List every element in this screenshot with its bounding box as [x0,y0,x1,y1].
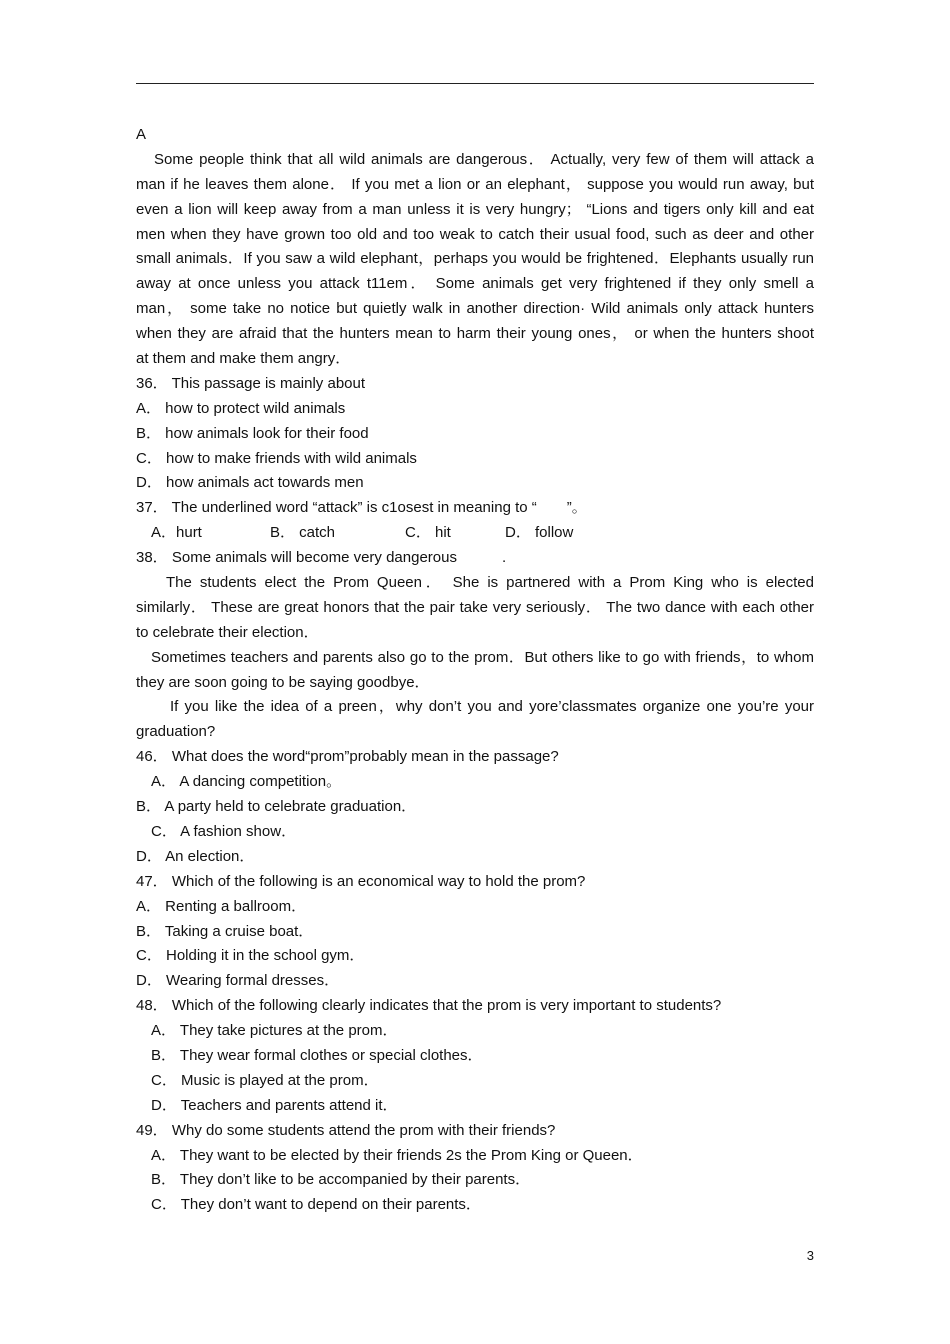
passage-line: at them and make them angry． [136,350,351,368]
question-37-option: C． hit [405,524,451,542]
passage-line: small animals．If you saw a wild elephant，perhaps you would be frightened．Elephants usually run [136,250,814,268]
passage-line: they are soon going to be saying goodbye． [136,673,430,691]
question-37-option: B． catch [270,524,336,542]
question-37-options [136,521,814,546]
question-37-option: D． follow [505,524,574,542]
question-36-stem: 36． This passage is mainly about [136,374,366,392]
question-47-option: B． Taking a cruise boat． [136,922,314,940]
question-47-stem: 47． Which of the following is an economical way to hold the prom? [136,872,586,890]
passage-line: Some people think that all wild animals are dangerous． Actually, very few of them will attack a [154,150,814,168]
header-rule [136,83,814,84]
passage-line: The students elect the Prom Queen． She is partnered with a Prom King who is elected [166,574,814,592]
question-36-option: D． how animals act towards men [136,474,364,492]
passage-line: even a lion will keep away from a man unless it is very hungry； “Lions and tigers only kill and eat [136,200,814,218]
page-number: 3 [806,1248,814,1263]
question-49-option: C． They don’t want to depend on their parents． [151,1196,481,1214]
question-49-option: A． They want to be elected by their friends 2s the Prom King or Queen． [151,1146,643,1164]
passage-line: when they are afraid that the hunters mean to harm their young ones， or when the hunters shoot [136,325,814,343]
question-36-option: B． how animals look for their food [136,424,369,442]
passage-a [136,148,814,372]
passage-line: away at once unless you attack t11em． Some animals get very frightened if they only smell a [136,275,814,293]
passage-line: man if he leaves them alone． If you met a lion or an elephant， suppose you would run away, but [136,175,814,193]
passage-line: men when they have grown too old and too weak to catch their usual food, such as deer and other [136,225,814,243]
question-48-stem: 48． Which of the following clearly indicates that the prom is very important to students? [136,997,722,1015]
question-46-stem: 46． What does the word“prom”probably mean in the passage? [136,748,559,766]
question-48-option: C． Music is played at the prom． [151,1071,379,1089]
section-label: A [136,126,147,143]
question-49-stem: 49． Why do some students attend the prom with their friends? [136,1121,556,1139]
passage-line: similarly． These are great honors that the pair take very seriously． The two dance with each other [136,598,814,616]
question-36-option: A． how to protect wild animals [136,399,346,417]
passage-line: If you like the idea of a preen，why don’t you and yore’classmates organize one you’re your [170,698,814,716]
question-46-option: C． A fashion show． [151,822,297,840]
question-48-option: A． They take pictures at the prom． [151,1022,398,1040]
passage-line: man， some take no notice but quietly walk in another direction· Wild animals only attack hunters [136,300,814,318]
question-36-option: C． how to make friends with wild animals [136,449,417,467]
document-body [136,123,814,1218]
question-46-option: B． A party held to celebrate graduation． [136,798,417,816]
question-37-option: A．hurt [151,524,202,542]
question-48-option: D． Teachers and parents attend it． [151,1096,398,1114]
passage-line: to celebrate their election． [136,623,319,641]
question-37-stem: 37． The underlined word “attack” is c1osest in meaning to “ ”。 [136,499,587,517]
question-38-stem: 38． Some animals will become very dangerous . [136,549,507,567]
question-47-option: C． Holding it in the school gym． [136,947,365,965]
question-46-option: A． A dancing competition。 [151,773,342,791]
passage-line: Sometimes teachers and parents also go to the prom．But others like to go with friends，to whom [151,648,814,666]
passage-prom [136,571,814,745]
passage-line: graduation? [136,723,216,741]
question-46-option: D． An election． [136,847,255,865]
question-47-option: D． Wearing formal dresses． [136,972,340,990]
question-49-option: B． They don’t like to be accompanied by their parents． [151,1171,531,1189]
question-47-option: A． Renting a ballroom． [136,897,307,915]
question-48-option: B． They wear formal clothes or special clothes． [151,1046,483,1064]
